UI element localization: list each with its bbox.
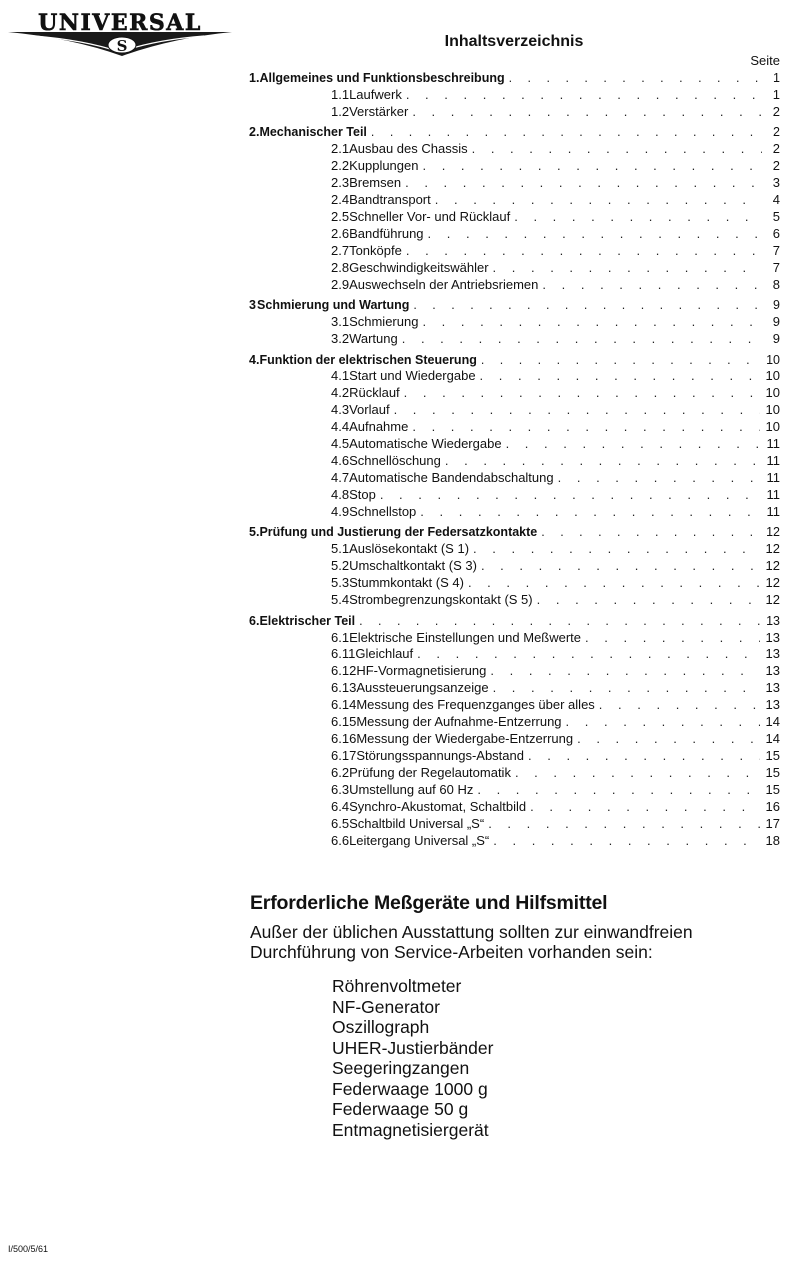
toc-leader-dots [406,87,762,104]
toc-leader-dots [405,175,762,192]
toc-label: Messung der Wiedergabe-Entzerrung [356,731,574,747]
toc-leader-dots [413,297,762,314]
toc-page-number: 15 [765,765,780,780]
toc-leader-dots [402,331,762,348]
toc-label: Laufwerk [349,86,402,102]
toc-entry [249,714,780,731]
toc-number: 6.17 [331,748,357,764]
toc-entry [249,385,780,402]
page-column-header: Seite [750,53,780,68]
toc-page-number: 10 [765,402,780,418]
toc-entry [249,816,780,833]
toc-entry [249,226,780,243]
toc-section [249,297,780,314]
toc-entry [249,368,780,385]
toc-number: 4.6 [331,453,350,469]
toc-label: Mechanischer Teil [259,125,367,140]
toc-leader-dots [359,613,760,630]
equipment-intro [250,922,693,962]
toc-entry [249,782,780,799]
toc-page-number: 9 [772,314,780,330]
toc-entry [249,331,780,348]
toc-leader-dots [422,314,762,331]
toc-leader-dots [566,714,760,731]
toc-leader-dots [537,592,760,609]
toc-entry [249,680,780,697]
toc-label: Aussteuerungsanzeige [356,680,489,696]
toc-page-number: 12 [765,541,780,557]
toc-page-number: 14 [765,731,780,747]
toc-page-number: 2 [773,125,780,140]
toc-label: Verstärker [349,103,409,119]
toc-label: Schnellstop [349,503,417,519]
toc-number: 4.9 [331,503,350,519]
toc-label: Auswechseln der Antriebsriemen [349,276,539,292]
toc-page-number: 13 [765,663,780,679]
toc-label: Bandführung [349,225,424,241]
toc-leader-dots [599,697,760,714]
toc-leader-dots [428,226,762,243]
toc-leader-dots [490,663,759,680]
toc-page-number: 12 [765,592,780,608]
toc-leader-dots [481,352,760,369]
toc-number: 5.4 [331,592,350,608]
toc-number: 6.2 [331,765,350,780]
toc-page-number: 13 [765,697,780,713]
toc-number: 6.13 [331,680,357,696]
toc-page-number: 3 [772,175,780,191]
toc-entry [249,402,780,419]
toc-number: 2.3 [331,175,350,191]
toc-entry [249,158,780,175]
toc-number: 1.2 [331,103,350,119]
toc-entry [249,209,780,226]
toc-page-number: 7 [772,259,780,275]
toc-page-number: 12 [765,575,780,591]
toc-entry [249,453,780,470]
toc-number: 2.5 [331,209,350,224]
toc-label: Start und Wiedergabe [349,368,476,384]
equipment-item: Federwaage 1000 g [332,1078,488,1099]
toc-leader-dots [404,385,760,402]
toc-page-number: 13 [766,613,780,628]
document-code: I/500/5/61 [8,1244,49,1254]
toc-page-number: 11 [766,487,780,502]
toc-number: 3.1 [331,314,350,330]
toc-number: 2.7 [331,242,350,258]
toc-page-number: 9 [773,298,780,313]
toc-leader-dots [394,402,760,419]
toc-page-number: 2 [772,103,780,119]
toc-entry [249,314,780,331]
toc-section [249,352,780,369]
toc-number: 3 [249,298,256,313]
toc-label: Automatische Bandendabschaltung [349,470,554,486]
equipment-intro-line: Außer der üblichen Ausstattung sollten zur einwandfreien [250,922,693,942]
toc-number: 6.15 [331,714,357,730]
toc-entry [249,243,780,260]
toc-leader-dots [493,833,759,850]
toc-page-number: 6 [772,225,780,241]
toc-leader-dots [422,158,762,175]
toc-page-number: 2 [772,141,780,157]
toc-page-number: 8 [772,276,780,292]
toc-leader-dots [477,782,759,799]
toc-leader-dots [481,558,760,575]
toc-label: Stop [349,487,376,502]
toc-number: 6.5 [331,815,350,831]
toc-number: 2. [249,125,260,140]
toc-label: Schaltbild Universal „S“ [349,815,485,831]
toc-page-number: 1 [773,71,780,85]
toc-number: 6.6 [331,832,350,848]
toc-page-number: 4 [772,192,780,208]
toc-entry [249,630,780,647]
toc-page-number: 11 [766,503,780,519]
toc-label: Prüfung der Regelautomatik [349,765,511,780]
equipment-item: Entmagnetisiergerät [332,1119,489,1140]
toc-entry [249,833,780,850]
toc-entry [249,731,780,748]
toc-page-number: 14 [765,714,780,730]
toc-leader-dots [542,277,762,294]
toc-leader-dots [412,419,759,436]
toc-number: 2.4 [331,192,350,208]
toc-entry [249,592,780,609]
toc-page-number: 9 [772,331,780,347]
toc-leader-dots [417,646,759,663]
toc-leader-dots [380,487,761,504]
toc-page-number: 10 [765,419,780,435]
toc-label: Stummkontakt (S 4) [349,575,464,591]
toc-leader-dots [515,765,760,782]
toc-leader-dots [420,504,760,521]
toc-page-number: 15 [765,781,780,797]
toc-page-number: 5 [772,209,780,224]
toc-leader-dots [541,524,760,541]
toc-section [249,524,780,541]
toc-page-number: 11 [766,453,780,469]
toc-number: 4.2 [331,385,350,401]
toc-page-number: 10 [766,352,780,367]
toc-label: Allgemeines und Funktionsbeschreibung [259,71,505,85]
toc-section [249,70,780,87]
toc-label: Bandtransport [349,192,431,208]
toc-leader-dots [493,680,760,697]
logo-wordmark: UNIVERSAL [38,10,202,36]
toc-number: 4.4 [331,419,350,435]
toc-entry [249,487,780,504]
toc-page-number: 16 [765,798,780,814]
toc-entry [249,419,780,436]
toc-label: Messung der Aufnahme-Entzerrung [356,714,562,730]
toc-leader-dots [530,799,759,816]
toc-label: Gleichlauf [355,646,414,662]
toc-entry [249,87,780,104]
toc-number: 4.8 [331,487,350,502]
toc-leader-dots [528,748,760,765]
toc-entry [249,575,780,592]
toc-label: Umschaltkontakt (S 3) [349,558,477,574]
equipment-item: UHER-Justierbänder [332,1037,494,1058]
toc-number: 6.3 [331,781,350,797]
toc-label: Geschwindigkeitswähler [349,259,489,275]
toc-leader-dots [585,630,760,647]
toc-label: Rücklauf [349,385,400,401]
toc-leader-dots [514,209,762,226]
toc-label: Prüfung und Justierung der Federsatzkontakte [259,525,538,540]
toc-page-number: 2 [772,158,780,174]
toc-entry [249,192,780,209]
toc-label: Umstellung auf 60 Hz [349,781,474,797]
toc-leader-dots [509,70,762,87]
equipment-item: Federwaage 50 g [332,1099,469,1119]
toc-number: 4.5 [331,436,350,452]
toc-number: 6.12 [331,663,357,679]
toc-number: 5.1 [331,541,350,557]
toc-page-number: 13 [765,646,780,662]
toc-label: Aufnahme [349,419,409,435]
toc-page-number: 13 [765,629,780,645]
toc-number: 4.7 [331,470,350,486]
toc-entry [249,277,780,294]
equipment-intro-line: Durchführung von Service-Arbeiten vorhanden sein: [250,942,653,962]
toc-label: Störungsspannungs-Abstand [356,748,524,764]
toc-label: Kupplungen [349,158,419,174]
toc-number: 4. [249,352,260,367]
toc-number: 4.3 [331,402,350,418]
toc-number: 3.2 [331,331,350,347]
toc-label: Schmierung und Wartung [257,298,410,313]
toc-leader-dots [445,453,761,470]
toc-number: 2.9 [331,276,350,292]
toc-entry [249,765,780,782]
equipment-list [332,976,493,1140]
toc-leader-dots [577,731,759,748]
toc-label: HF-Vormagnetisierung [356,663,487,679]
equipment-item: Seegeringzangen [332,1058,470,1078]
toc-number: 2.8 [331,259,350,275]
toc-entry [249,260,780,277]
page-title: Inhaltsverzeichnis [444,33,584,50]
table-of-contents [249,70,780,850]
toc-leader-dots [480,368,760,385]
toc-number: 5. [249,525,260,540]
toc-number: 4.1 [331,368,350,384]
toc-label: Vorlauf [349,402,390,418]
toc-label: Funktion der elektrischen Steuerung [259,352,477,367]
toc-entry [249,541,780,558]
toc-page-number: 18 [765,832,780,848]
toc-number: 2.6 [331,225,350,241]
toc-page-number: 17 [765,815,780,831]
toc-leader-dots [468,575,760,592]
toc-entry [249,436,780,453]
toc-leader-dots [412,104,762,121]
toc-number: 6.14 [331,697,357,713]
toc-entry [249,646,780,663]
toc-number: 6. [249,613,260,628]
toc-entry [249,697,780,714]
toc-label: Tonköpfe [349,242,402,258]
toc-label: Elektrische Einstellungen und Meßwerte [349,629,582,645]
toc-label: Bremsen [349,175,402,191]
toc-page-number: 12 [766,525,780,540]
toc-leader-dots [558,470,761,487]
toc-number: 2.2 [331,158,350,174]
toc-leader-dots [435,192,762,209]
toc-page-number: 11 [766,470,780,486]
toc-entry [249,748,780,765]
toc-section [249,124,780,141]
toc-leader-dots [493,260,762,277]
toc-entry [249,799,780,816]
toc-label: Schnellöschung [349,453,441,469]
toc-label: Automatische Wiedergabe [349,436,502,452]
toc-label: Auslösekontakt (S 1) [349,541,470,557]
toc-number: 1. [249,71,260,85]
toc-leader-dots [473,541,760,558]
toc-section [249,613,780,630]
equipment-item: Oszillograph [332,1017,430,1037]
toc-number: 5.2 [331,558,350,574]
toc-page-number: 10 [765,368,780,384]
toc-entry [249,470,780,487]
equipment-item: NF-Generator [332,996,440,1017]
toc-label: Ausbau des Chassis [349,141,468,157]
toc-label: Elektrischer Teil [259,613,356,628]
toc-leader-dots [488,816,759,833]
toc-leader-dots [506,436,761,453]
toc-page-number: 12 [765,558,780,574]
toc-entry [249,104,780,121]
toc-label: Messung des Frequenzganges über alles [356,697,595,713]
toc-number: 2.1 [331,141,350,157]
toc-number: 6.16 [331,731,357,747]
toc-leader-dots [472,141,762,158]
toc-label: Wartung [349,331,398,347]
toc-entry [249,175,780,192]
toc-page-number: 10 [765,385,780,401]
toc-page-number: 11 [766,436,780,452]
toc-label: Synchro-Akustomat, Schaltbild [349,798,527,814]
equipment-heading: Erforderliche Meßgeräte und Hilfsmittel [250,892,608,914]
toc-entry [249,663,780,680]
toc-entry [249,558,780,575]
equipment-item: Röhrenvoltmeter [332,976,462,996]
toc-label: Schneller Vor- und Rücklauf [349,209,511,224]
toc-page-number: 7 [772,242,780,258]
toc-number: 1.1 [331,86,350,102]
toc-number: 6.1 [331,629,350,645]
toc-page-number: 15 [765,748,780,764]
toc-leader-dots [406,243,762,260]
toc-leader-dots [371,124,762,141]
toc-label: Leitergang Universal „S“ [349,832,490,848]
toc-page-number: 13 [765,680,780,696]
toc-label: Schmierung [349,314,419,330]
toc-entry [249,141,780,158]
toc-entry [249,504,780,521]
toc-label: Strombegrenzungskontakt (S 5) [349,592,533,608]
toc-number: 6.4 [331,798,350,814]
toc-number: 6.11 [331,646,356,662]
logo-emblem-letter: S [116,37,128,55]
toc-number: 5.3 [331,575,350,591]
toc-page-number: 1 [772,86,780,102]
